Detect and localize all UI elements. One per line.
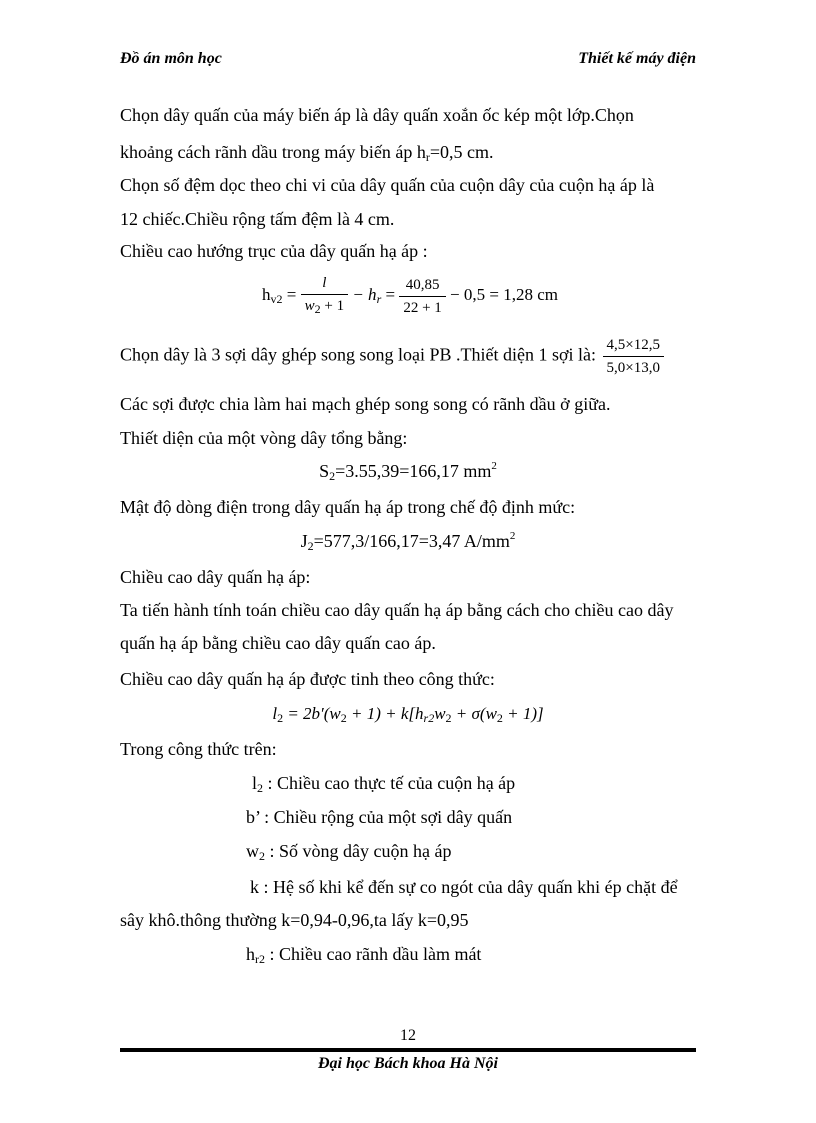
- definition-hr2: [246, 943, 481, 970]
- page-number: 12: [400, 1027, 416, 1044]
- wire-section-den: 5,0×13,0: [606, 360, 660, 376]
- paragraph-2-text-end: =0,5 cm.: [429, 142, 494, 162]
- formula-l: l: [272, 704, 278, 723]
- def-w2-text: : Số vòng dây cuộn hạ áp: [265, 841, 452, 861]
- def-hr2-symbol: h: [246, 944, 255, 964]
- def-b-text: : Chiều rộng của một sợi dây quấn: [259, 807, 513, 827]
- eq3-sub: 2: [307, 539, 314, 553]
- eq1-den1-rest: + 1: [320, 298, 345, 314]
- def-k-text: : Hệ số khi kể đến sự co ngót của dây quấn khi ép chặt để: [259, 877, 678, 897]
- eq1-num2: 40,85: [399, 276, 445, 297]
- paragraph-4: 12 chiếc.Chiều rộng tấm đệm là 4 cm.: [120, 209, 395, 229]
- paragraph-8: Các sợi được chia làm hai mạch ghép song song có rãnh dầu ở giữa.: [120, 394, 611, 414]
- formula-part-c: w: [434, 704, 446, 723]
- eq1-result: − 0,5 = 1,28: [445, 284, 533, 304]
- formula-part-b-sub: r2: [423, 711, 435, 725]
- eq1-num1: l: [301, 274, 348, 295]
- eq1-lhs: h: [262, 284, 271, 304]
- def-l2-symbol: l: [252, 773, 258, 793]
- eq3-pre: J: [300, 531, 308, 551]
- header-course: Đồ án môn học: [120, 50, 222, 67]
- def-hr2-sub: r2: [255, 952, 265, 966]
- footer-university: Đại học Bách khoa Hà Nội: [317, 1055, 498, 1072]
- paragraph-22b: sây khô.thông thường k=0,94-0,96,ta lấy k=0,95: [120, 910, 469, 930]
- equation-winding-height: [262, 274, 558, 318]
- eq1-den1: w: [304, 298, 315, 314]
- eq1-lhs-sub: v2: [270, 291, 283, 306]
- paragraph-3: Chọn số đệm dọc theo chi vi của dây quấn của cuộn dây của cuộn hạ áp là: [120, 175, 655, 195]
- eq2-sub: 2: [329, 469, 336, 483]
- wire-section-fraction: [603, 336, 664, 377]
- formula-part-e: + 1)]: [502, 704, 544, 723]
- paragraph-2-sub: r: [425, 150, 430, 164]
- eq1-minus-sub: r: [376, 291, 382, 306]
- paragraph-5: Chiều cao hướng trục của dây quấn hạ áp :: [120, 241, 428, 261]
- paragraph-1: Chọn dây quấn của máy biến áp là dây quấn xoắn ốc kép một lớp.Chọn: [120, 105, 634, 125]
- footer-divider: [120, 1048, 696, 1052]
- def-l2-text: : Chiều cao thực tế của cuộn hạ áp: [263, 773, 516, 793]
- paragraph-14: Ta tiến hành tính toán chiều cao dây quấn hạ áp bằng cách cho chiều cao dây: [120, 600, 674, 620]
- formula-part-b: + 1) + k[h: [346, 704, 424, 723]
- paragraph-2-text: khoảng cách rãnh dầu trong máy biến áp h: [120, 142, 426, 162]
- def-hr2-text: : Chiều cao rãnh dầu làm mát: [265, 944, 482, 964]
- formula-part-d: + σ(w: [451, 704, 497, 723]
- definition-b: [246, 806, 512, 828]
- eq3-sup: 2: [509, 530, 516, 542]
- wire-section-num: 4,5×12,5: [603, 336, 664, 357]
- eq1-fraction-1: [301, 274, 348, 318]
- eq1-unit: cm: [532, 284, 559, 304]
- eq1-equals: =: [282, 284, 301, 304]
- equation-cross-section: [120, 460, 696, 484]
- eq1-den2: 22 + 1: [403, 299, 442, 316]
- paragraph-16: Chiều cao dây quấn hạ áp được tinh theo công thức:: [120, 669, 495, 689]
- paragraph-11: Mật độ dòng điện trong dây quấn hạ áp trong chế độ định mức:: [120, 497, 576, 517]
- paragraph-9: Thiết diện của một vòng dây tổng bằng:: [120, 428, 408, 448]
- def-w2-symbol: w: [246, 841, 259, 861]
- page-header: [120, 50, 696, 74]
- header-topic: Thiết kế máy điện: [578, 50, 696, 67]
- def-w2-sub: 2: [259, 849, 265, 863]
- formula-part-c-sub: 2: [445, 711, 452, 725]
- eq2-pre: S: [319, 461, 330, 481]
- formula-l-sub: 2: [277, 711, 284, 725]
- paragraph-15: quấn hạ áp bằng chiều cao dây quấn cao áp.: [120, 633, 436, 653]
- formula-part-d-sub: 2: [496, 711, 503, 725]
- equation-current-density: [120, 530, 696, 554]
- definition-k: [250, 876, 678, 898]
- formula-part-a: = 2b′(w: [283, 704, 341, 723]
- eq1-equals-2: =: [381, 284, 400, 304]
- paragraph-2: [120, 141, 494, 168]
- eq1-minus: − h: [348, 284, 377, 304]
- formula-part-a-sub: 2: [340, 711, 347, 725]
- equation-winding-formula: [120, 704, 696, 726]
- eq3-rest: =577,3/166,17=3,47 A/mm: [313, 531, 510, 551]
- paragraph-18: Trong công thức trên:: [120, 739, 277, 759]
- definition-l2: [252, 772, 515, 799]
- def-l2-sub: 2: [257, 781, 264, 795]
- eq2-rest: =3.55,39=166,17 mm: [335, 461, 492, 481]
- eq1-den1-sub: 2: [314, 302, 321, 316]
- def-k-symbol: k: [250, 877, 259, 897]
- eq2-sup: 2: [491, 460, 497, 472]
- definition-w2: [246, 840, 451, 867]
- paragraph-13: Chiều cao dây quấn hạ áp:: [120, 567, 311, 587]
- paragraph-7-text: Chọn dây là 3 sợi dây ghép song song loại PB .Thiết diện 1 sợi là:: [120, 344, 596, 365]
- eq1-fraction-2: [399, 276, 445, 317]
- def-b-symbol: b’: [246, 807, 260, 827]
- paragraph-7: [120, 336, 664, 377]
